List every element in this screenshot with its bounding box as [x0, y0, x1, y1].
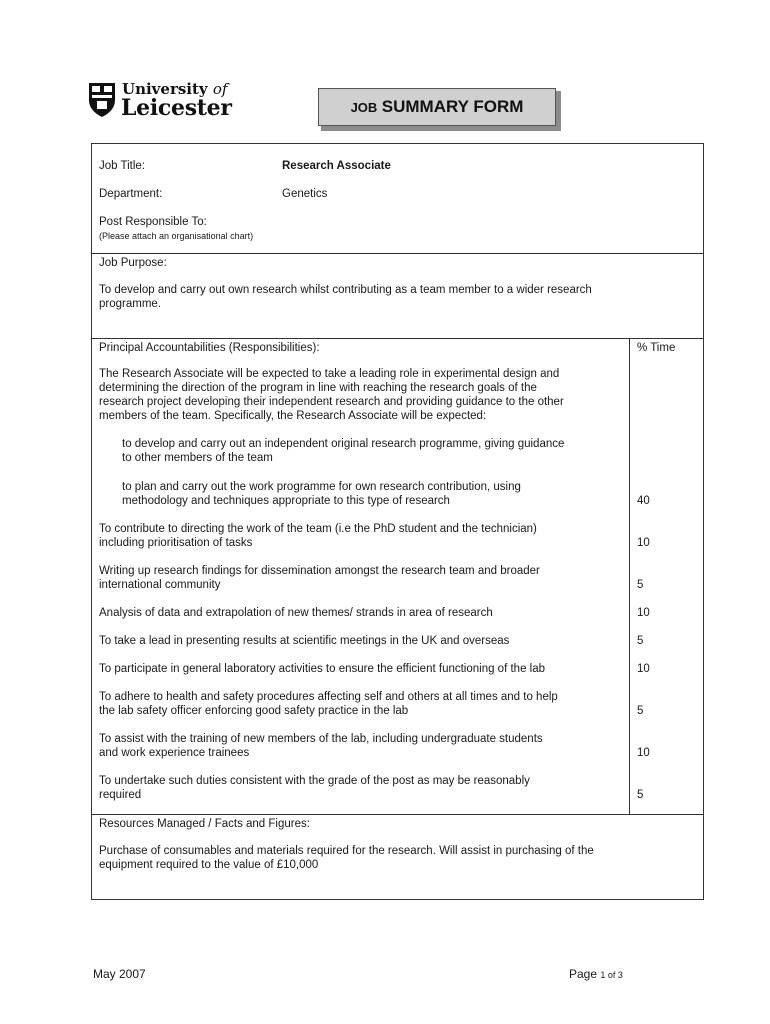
responsibility-line: the lab safety officer enforcing good safety practice in the lab [99, 705, 409, 717]
time-value: 10 [637, 747, 650, 759]
sub-responsibility-line: methodology and techniques appropriate to this type of research [122, 495, 450, 507]
sub-responsibility-line: to plan and carry out the work programme for own research contribution, using [122, 481, 521, 493]
job-purpose-text-line2: programme. [99, 298, 161, 310]
footer-date: May 2007 [93, 967, 146, 981]
time-value: 10 [637, 607, 650, 619]
accountabilities-section [91, 338, 704, 815]
accountabilities-intro-line: determining the direction of the program in line with reaching the research goals of the [99, 382, 537, 394]
responsibility-line: To participate in general laboratory activities to ensure the efficient functioning of the lab [99, 663, 546, 675]
department-value: Genetics [282, 188, 328, 200]
time-value: 5 [637, 789, 644, 801]
form-title-prefix: JOB [350, 99, 378, 115]
resources-text-line2: equipment required to the value of £10,000 [99, 859, 319, 871]
time-value: 10 [637, 663, 650, 675]
time-value: 10 [637, 537, 650, 549]
university-crest-icon [88, 82, 116, 118]
job-purpose-section [91, 253, 704, 339]
resources-text-line1: Purchase of consumables and materials required for the research. Will assist in purchasing of the [99, 845, 594, 857]
university-logo [88, 82, 248, 122]
responsibility-line: To undertake such duties consistent with the grade of the post as may be reasonably [99, 775, 530, 787]
responsibility-line: Analysis of data and extrapolation of new themes/ strands in area of research [99, 607, 493, 619]
form-title [318, 88, 556, 126]
responsibility-line: To take a lead in presenting results at scientific meetings in the UK and overseas [99, 635, 510, 647]
job-details-section [91, 143, 704, 254]
responsibility-line: To adhere to health and safety procedures affecting self and others at all times and to help [99, 691, 558, 703]
time-value: 40 [637, 495, 650, 507]
logo-text-line2: Leicester [121, 95, 232, 121]
sub-responsibility-line: to develop and carry out an independent original research programme, giving guidance [122, 438, 565, 450]
accountabilities-intro-line: The Research Associate will be expected to take a leading role in experimental design and [99, 368, 560, 380]
job-title-label: Job Title: [99, 160, 146, 172]
footer-page-label: Page [569, 967, 598, 981]
post-responsible-label: Post Responsible To: [99, 216, 207, 228]
form-title-main: SUMMARY FORM [381, 97, 524, 116]
footer-page-number [569, 967, 623, 981]
accountabilities-intro-line: members of the team. Specifically, the Research Associate will be expected: [99, 410, 487, 422]
responsibility-line: Writing up research findings for dissemination amongst the research team and broader [99, 565, 540, 577]
accountabilities-intro-line: research project developing their independent research and providing guidance to the other [99, 396, 564, 408]
time-value: 5 [637, 705, 644, 717]
time-column-divider [629, 339, 630, 814]
resources-label: Resources Managed / Facts and Figures: [99, 818, 310, 830]
resources-section [91, 814, 704, 900]
responsibility-line: To assist with the training of new members of the lab, including undergraduate students [99, 733, 543, 745]
job-purpose-text-line1: To develop and carry out own research whilst contributing as a team member to a wider research [99, 284, 592, 296]
responsibility-line: and work experience trainees [99, 747, 250, 759]
job-title-value: Research Associate [282, 160, 391, 172]
footer-page-count: 1 of 3 [600, 970, 623, 980]
time-value: 5 [637, 635, 644, 647]
responsibility-line: required [99, 789, 142, 801]
responsibility-line: including prioritisation of tasks [99, 537, 253, 549]
logo-text-line1: University of [122, 80, 228, 98]
post-responsible-note: (Please attach an organisational chart) [99, 231, 254, 241]
time-value: 5 [637, 579, 644, 591]
department-label: Department: [99, 188, 163, 200]
time-column-header: % Time [637, 342, 676, 354]
sub-responsibility-line: to other members of the team [122, 452, 273, 464]
responsibility-line: international community [99, 579, 221, 591]
accountabilities-label: Principal Accountabilities (Responsibilities): [99, 342, 320, 354]
responsibility-line: To contribute to directing the work of the team (i.e the PhD student and the technician) [99, 523, 537, 535]
job-purpose-label: Job Purpose: [99, 257, 167, 269]
